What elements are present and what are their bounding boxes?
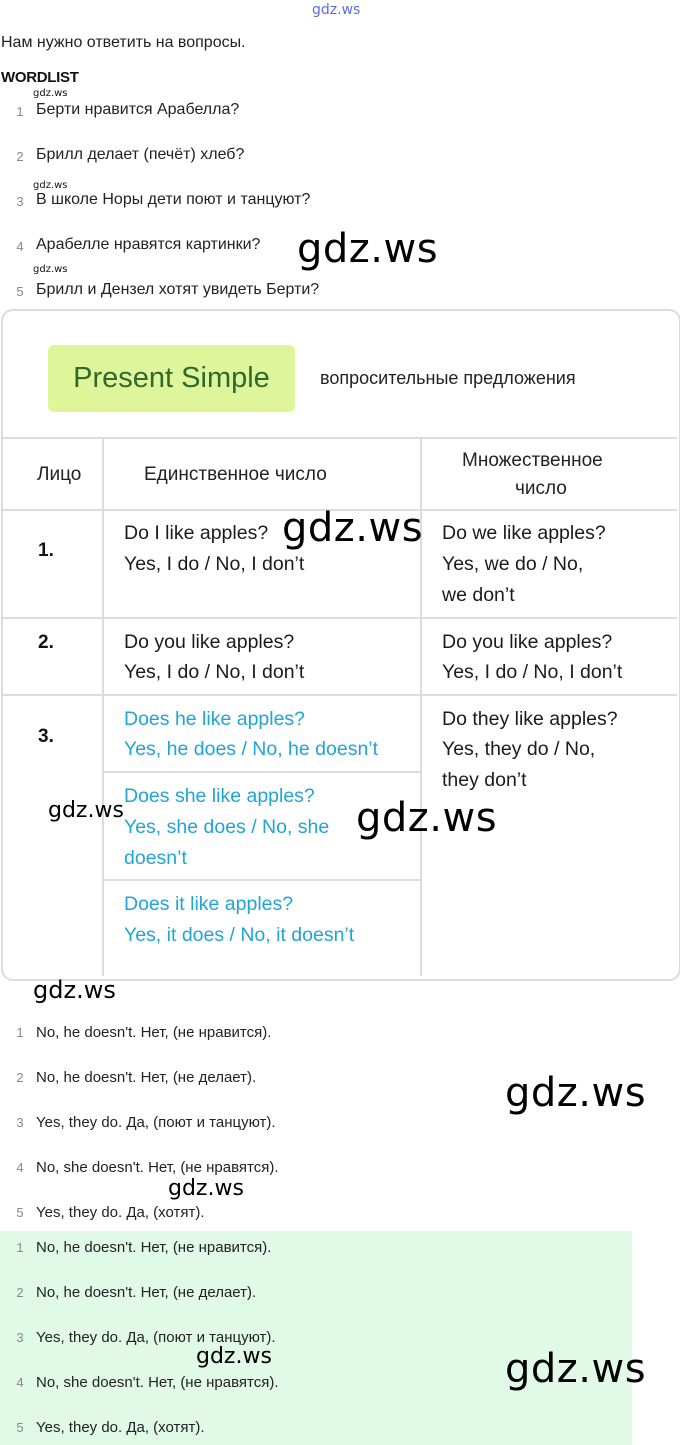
- cell-text: Yes, I do / No, I don’t: [124, 553, 305, 575]
- row-number: 2.: [38, 632, 54, 653]
- question-text: Арабелле нравятся картинки?: [36, 236, 261, 253]
- answer-text: No, he doesn't. Нет, (не нравится).: [36, 1239, 272, 1256]
- cell-text: Do we like apples?: [442, 522, 606, 544]
- row-number: 1.: [38, 540, 54, 561]
- tense-badge: Present Simple: [48, 345, 295, 412]
- header-plural: число: [515, 478, 567, 499]
- question-number: 1: [16, 104, 24, 119]
- table-divider: [3, 694, 677, 696]
- watermark-top: gdz.ws: [312, 2, 361, 18]
- cell-text: Yes, they do / No,: [442, 738, 596, 760]
- wordlist-heading: WORDLIST: [1, 69, 79, 86]
- table-divider: [102, 438, 104, 976]
- cell-text: Yes, I do / No, I don’t: [124, 661, 305, 683]
- cell-text: Yes, we do / No,: [442, 553, 584, 575]
- cell-text-he: Does he like apples?: [124, 708, 306, 730]
- watermark-small: gdz.ws: [33, 88, 68, 99]
- table-divider: [104, 879, 422, 881]
- tense-subtitle: вопросительные предложения: [320, 368, 576, 388]
- cell-text-it: Does it like apples?: [124, 893, 294, 915]
- question-number: 3: [16, 194, 24, 209]
- answer-text: No, she doesn't. Нет, (не нравятся).: [36, 1374, 279, 1391]
- watermark-medium: gdz.ws: [33, 976, 116, 1004]
- cell-text: Do I like apples?: [124, 522, 269, 544]
- question-number: 5: [16, 284, 24, 299]
- watermark-small: gdz.ws: [33, 264, 68, 275]
- cell-text: Do you like apples?: [442, 631, 613, 653]
- answer-text: No, she doesn't. Нет, (не нравятся).: [36, 1159, 279, 1176]
- question-text: Брилл и Дензел хотят увидеть Берти?: [36, 281, 320, 298]
- answer-text: No, he doesn't. Нет, (не нравится).: [36, 1024, 272, 1041]
- cell-text: Do you like apples?: [124, 631, 295, 653]
- watermark-medium: gdz.ws: [196, 1344, 272, 1369]
- cell-text-she: Does she like apples?: [124, 785, 315, 807]
- answer-text: Yes, they do. Да, (поют и танцуют).: [36, 1114, 276, 1131]
- answer-number: 5: [16, 1205, 24, 1220]
- watermark-medium: gdz.ws: [168, 1176, 244, 1201]
- watermark-small: gdz.ws: [33, 180, 68, 191]
- header-plural: Множественное: [462, 450, 603, 471]
- watermark-large: gdz.ws: [505, 1070, 647, 1116]
- question-number: 4: [16, 239, 24, 254]
- answer-text: No, he doesn't. Нет, (не делает).: [36, 1284, 257, 1301]
- answer-number: 2: [16, 1285, 24, 1300]
- cell-text-he: Yes, he does / No, he doesn’t: [124, 738, 379, 760]
- intro-text: Нам нужно ответить на вопросы.: [1, 34, 246, 51]
- question-text: В школе Норы дети поют и танцуют?: [36, 191, 311, 208]
- answer-number: 1: [16, 1240, 24, 1255]
- cell-text-it: Yes, it does / No, it doesn’t: [124, 924, 355, 946]
- row-number: 3.: [38, 726, 54, 747]
- watermark-large: gdz.ws: [297, 226, 439, 272]
- cell-text-she: Yes, she does / No, she: [124, 816, 330, 838]
- table-divider: [3, 617, 677, 619]
- answer-text: No, he doesn't. Нет, (не делает).: [36, 1069, 257, 1086]
- question-text: Брилл делает (печёт) хлеб?: [36, 146, 245, 163]
- answer-number: 1: [16, 1025, 24, 1040]
- table-divider: [104, 771, 422, 773]
- cell-text: Do they like apples?: [442, 708, 618, 730]
- question-number: 2: [16, 149, 24, 164]
- watermark-large: gdz.ws: [356, 795, 498, 841]
- cell-text: Yes, I do / No, I don’t: [442, 661, 623, 683]
- answer-text: Yes, they do. Да, (хотят).: [36, 1419, 205, 1436]
- table-divider: [3, 437, 677, 439]
- header-singular: Единственное число: [144, 464, 327, 485]
- watermark-large: gdz.ws: [505, 1346, 647, 1392]
- header-person: Лицо: [37, 464, 82, 485]
- cell-text: they don’t: [442, 769, 527, 791]
- answer-number: 5: [16, 1420, 24, 1435]
- answer-number: 3: [16, 1330, 24, 1345]
- answer-number: 4: [16, 1375, 24, 1390]
- watermark-medium: gdz.ws: [48, 798, 124, 823]
- answer-number: 4: [16, 1160, 24, 1175]
- watermark-large: gdz.ws: [282, 505, 424, 551]
- answer-text: Yes, they do. Да, (хотят).: [36, 1204, 205, 1221]
- cell-text-she: doesn’t: [124, 847, 187, 869]
- answer-number: 3: [16, 1115, 24, 1130]
- question-text: Берти нравится Арабелла?: [36, 101, 240, 118]
- answer-number: 2: [16, 1070, 24, 1085]
- cell-text: we don’t: [442, 584, 515, 606]
- answer-text: Yes, they do. Да, (поют и танцуют).: [36, 1329, 276, 1346]
